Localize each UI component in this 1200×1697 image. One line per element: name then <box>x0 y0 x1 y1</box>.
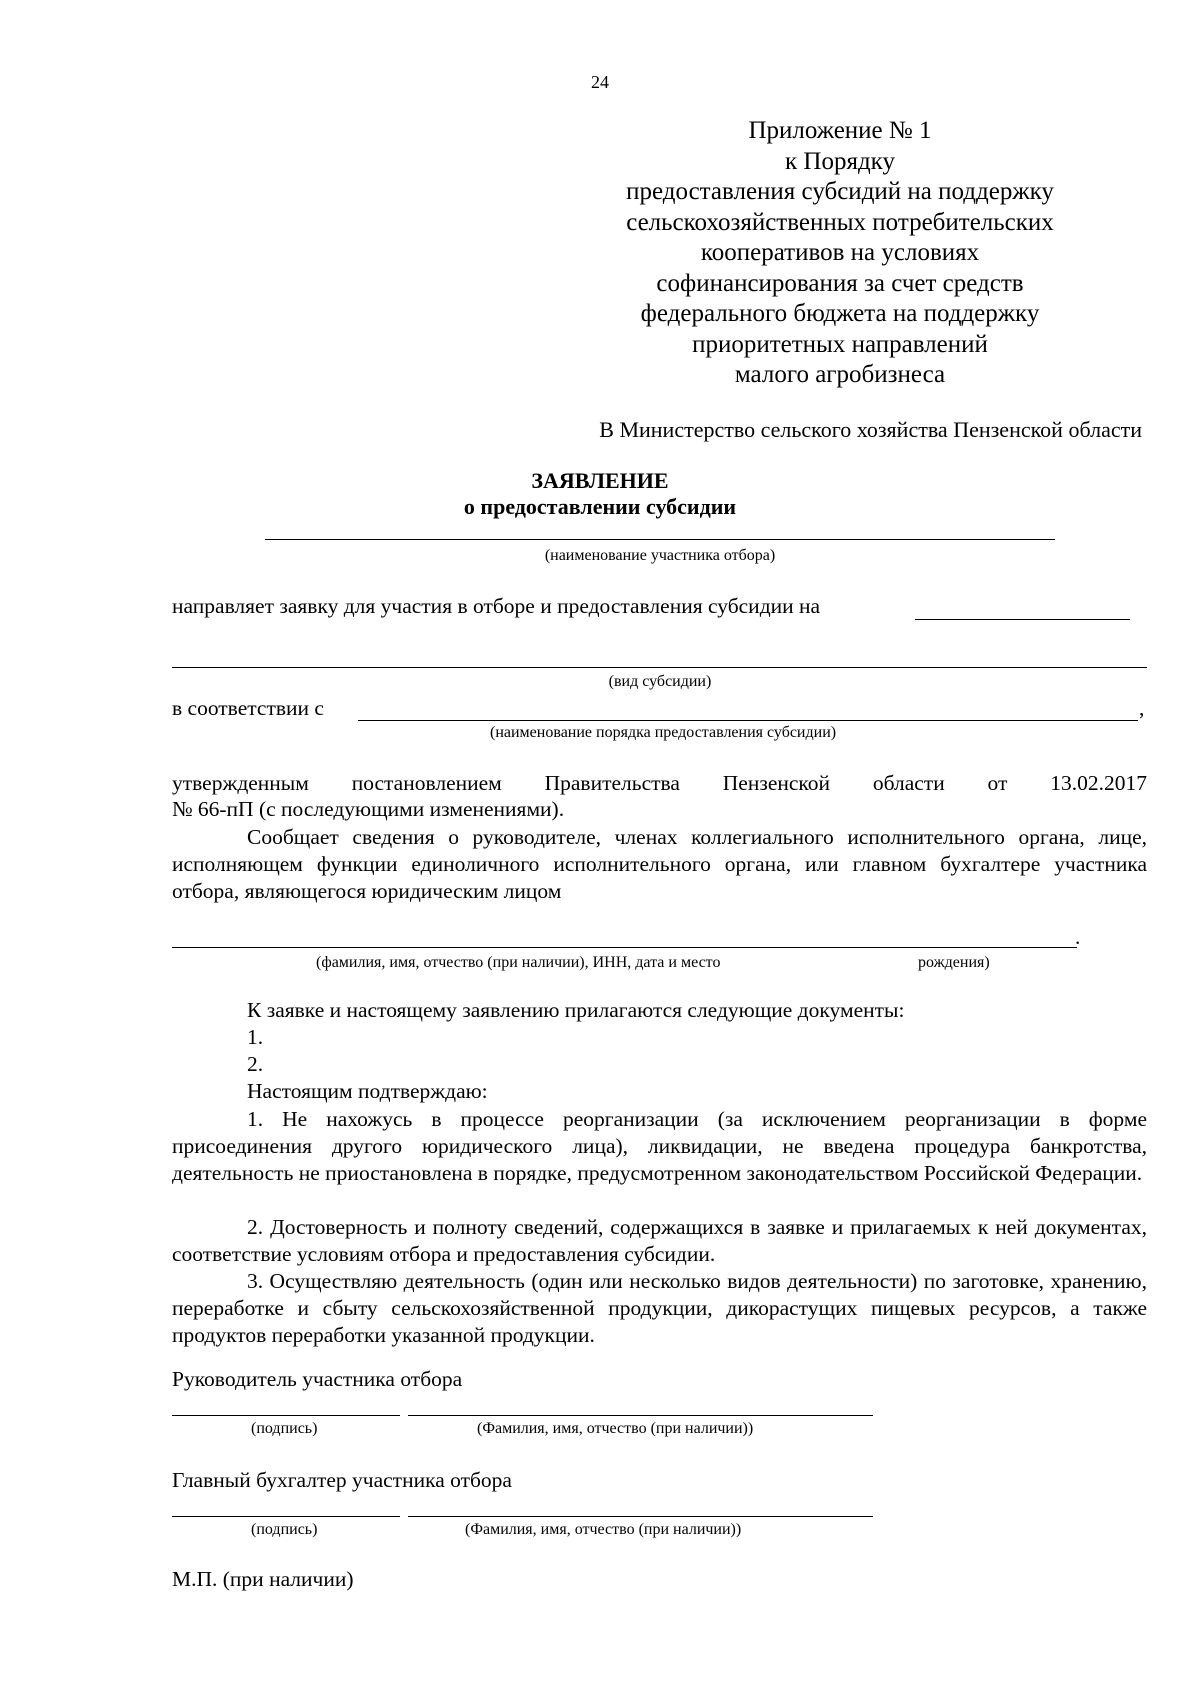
document-subtitle: о предоставлении субсидии <box>463 494 737 519</box>
reports-paragraph: Сообщает сведения о руководителе, членах коллегиального исполнительного органа, лице, исполняющем функции единоличного исполнительного органа, или главном бухгалтере участника отбора, являющегося юридическим лицом <box>172 825 1147 903</box>
addressee: В Министерство сельского хозяйства Пензенской области <box>599 417 1142 442</box>
accountant-fio-blank[interactable] <box>408 1516 873 1517</box>
accordance-text: в соответствии с <box>172 696 324 720</box>
accountant-signature-blank[interactable] <box>172 1516 400 1517</box>
page-number: 24 <box>591 72 609 92</box>
head-fio-blank[interactable] <box>408 1415 873 1416</box>
appendix-line: приоритетных направлений <box>692 330 988 358</box>
person-info-blank[interactable] <box>172 947 1077 948</box>
confirm-intro: Настоящим подтверждаю: <box>247 1079 488 1103</box>
confirm-item-1: 1. Не нахожусь в процессе реорганизации (за исключением реорганизации в форме присоединения другого юридического лица), ликвидации, не введена процедура банкротства, деятельность не приостановлена в порядке, предусмотренном законодательством Российской Федерации. <box>172 1107 1147 1185</box>
subsidy-type-blank[interactable] <box>172 667 1147 668</box>
appendix-line: софинансирования за счет средств <box>656 269 1024 297</box>
head-label: Руководитель участника отбора <box>172 1367 463 1391</box>
appendix-line: к Порядку <box>785 147 895 175</box>
appendix-line: сельскохозяйственных потребительских <box>626 208 1054 236</box>
request-blank[interactable] <box>915 619 1130 620</box>
caption-person-info-end: рождения) <box>918 954 990 971</box>
participant-name-blank[interactable] <box>265 539 1055 540</box>
procedure-name-blank[interactable] <box>358 720 1138 721</box>
accountant-label: Главный бухгалтер участника отбора <box>172 1468 512 1492</box>
caption-participant-name: (наименование участника отбора) <box>544 547 776 564</box>
confirm-item-3: 3. Осуществляю деятельность (один или несколько видов деятельности) по заготовке, хранению, переработке и сбыту сельскохозяйственной продукции, дикорастущих пищевых ресурсов, а также продуктов переработки указанной продукции. <box>172 1269 1147 1347</box>
head-signature-blank[interactable] <box>172 1415 400 1416</box>
person-info-period: . <box>1075 925 1081 949</box>
request-text: направляет заявку для участия в отборе и предоставления субсидии на <box>172 594 821 618</box>
appendix-line: предоставления субсидий на поддержку <box>626 178 1054 205</box>
caption-head-signature: (подпись) <box>251 1420 318 1437</box>
appendix-line: кооперативов на условиях <box>700 239 980 266</box>
stamp-note: М.П. (при наличии) <box>172 1567 354 1591</box>
attachment-item-1: 1. <box>247 1025 264 1049</box>
caption-head-fio: (Фамилия, имя, отчество (при наличии)) <box>477 1420 754 1437</box>
caption-subsidy-type: (вид субсидии) <box>608 673 712 690</box>
caption-procedure-name: (наименование порядка предоставления субсидии) <box>490 724 837 741</box>
appendix-line: Приложение № 1 <box>748 117 932 144</box>
document-title: ЗАЯВЛЕНИЕ <box>531 468 669 493</box>
confirm-item-2: 2. Достоверность и полноту сведений, содержащихся в заявке и прилагаемых к ней документах, соответствие условиям отбора и предоставления субсидии. <box>172 1215 1147 1266</box>
approved-line-1: утвержденным постановлением Правительства Пензенской области от 13.02.2017 <box>172 771 1147 795</box>
appendix-line: малого агробизнеса <box>734 361 946 388</box>
attachments-intro: К заявке и настоящему заявлению прилагаются следующие документы: <box>247 998 905 1022</box>
caption-person-info: (фамилия, имя, отчество (при наличии), ИНН, дата и место <box>316 954 721 971</box>
appendix-header <box>560 116 1120 391</box>
accordance-comma: , <box>1139 696 1145 720</box>
caption-accountant-fio: (Фамилия, имя, отчество (при наличии)) <box>465 1521 742 1538</box>
attachment-item-2: 2. <box>247 1052 264 1076</box>
approved-line-2: № 66-пП (с последующими изменениями). <box>172 797 565 821</box>
appendix-line: федерального бюджета на поддержку <box>640 300 1040 327</box>
caption-accountant-signature: (подпись) <box>251 1521 318 1538</box>
